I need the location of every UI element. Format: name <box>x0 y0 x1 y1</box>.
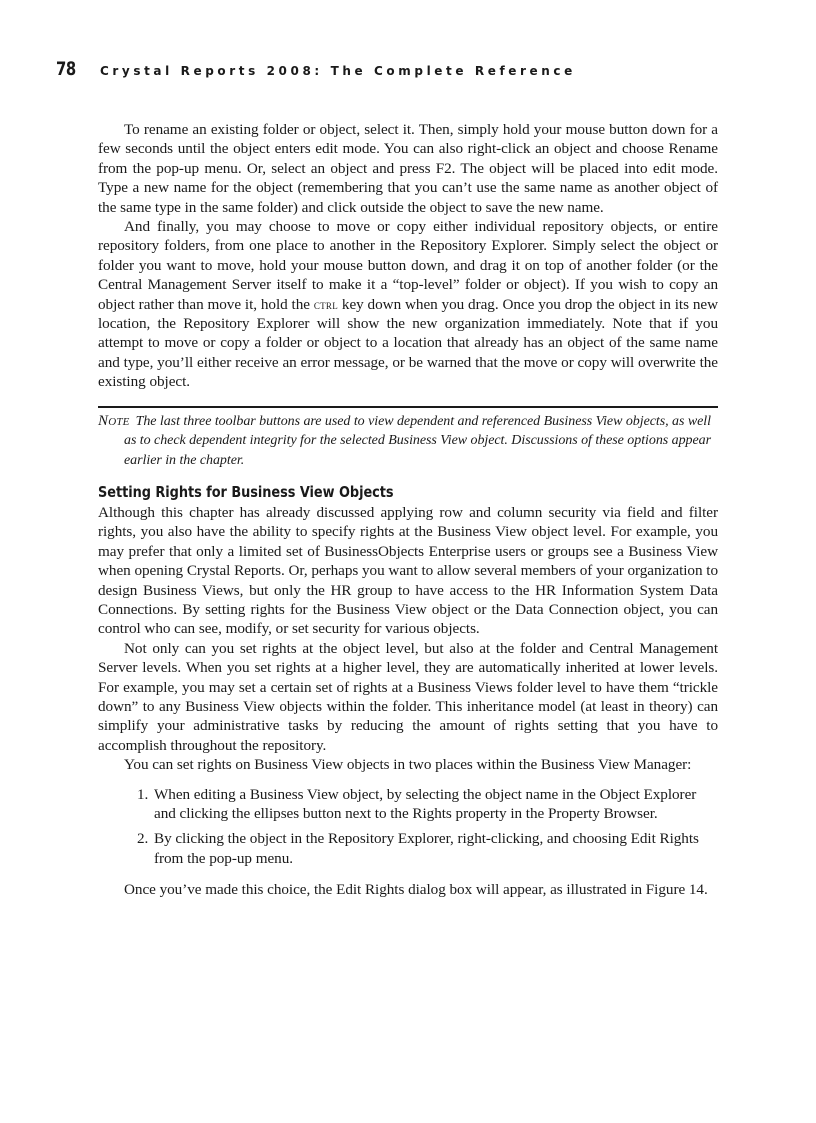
paragraph-rights-intro: Although this chapter has already discussed applying row and column security via field and filter rights, you also have the ability to specify rights at the Business View object level. For example, you may prefer that only a limited set of BusinessObjects Enterprise users or groups see a Business View when opening Crystal Reports. Or, perhaps you want to allow several members of your organization to design Business Views, but only the HR group to have access to the HR Information System Data Connections. By setting rights for the Business View object or the Data Connection object, you can control who can see, modify, or set security for various objects. <box>98 503 718 638</box>
paragraph-inheritance: Not only can you set rights at the object level, but also at the folder and Central Management Server levels. When you set rights at a higher level, they are automatically inherited at lower levels. For example, you may set a certain set of rights at a Business Views folder level to have them “trickle down” to any Business View objects within the folder. This inheritance model (at least in theory) can simplify your administrative tasks by reducing the amount of rights setting that you have to accomplish throughout the repository. <box>98 639 718 754</box>
ctrl-key: ctrl <box>313 296 339 312</box>
page-number: 78 <box>56 58 76 80</box>
page-body <box>98 120 718 900</box>
running-title: Crystal Reports 2008: The Complete Reference <box>100 64 576 78</box>
note-text: The last three toolbar buttons are used to view dependent and referenced Business View objects, as well as to check dependent integrity for the selected Business View object. Discussions of these options appear earlier in the chapter. <box>124 413 711 468</box>
note-label: Note <box>98 412 130 429</box>
section-heading: Setting Rights for Business View Objects <box>98 482 394 501</box>
paragraph-rename: To rename an existing folder or object, select it. Then, simply hold your mouse button down for a few seconds until the object enters edit mode. You can also right-click an object and choose Rename from the pop-up menu. Or, select an object and press F2. The object will be placed into edit mode. Type a new name for the object (remembering that you can’t use the same name as another object of the same type in the same folder) and click outside the object to save the new name. <box>98 121 718 216</box>
note-box <box>98 406 718 470</box>
list-item: 1. When editing a Business View object, by selecting the object name in the Object Explorer and clicking the ellipses button next to the Rights property in the Property Browser. <box>152 785 718 824</box>
paragraph-move-copy-part2: key down when you drag. Once you drop the object in its new location, the Repository Explorer will show the new organization immediately. Note that if you attempt to move or copy a folder or object to a location that already has an object of the same name and type, you’ll either receive an error message, or be warned that the move or copy will overwrite the existing object. <box>98 295 718 391</box>
paragraph-two-places: You can set rights on Business View objects in two places within the Business View Manager: <box>124 756 692 774</box>
running-header <box>56 58 756 82</box>
list-item: 2. By clicking the object in the Repository Explorer, right-clicking, and choosing Edit Rights from the pop-up menu. <box>152 829 718 868</box>
steps-list <box>98 785 718 869</box>
paragraph-move-copy <box>98 217 718 392</box>
paragraph-move-copy-part1: And finally, you may choose to move or copy either individual repository objects, or entire repository folders, from one place to another in the Repository Explorer. Simply select the object or folder you want to move, hold your mouse button down, and drag it on top of another folder (or the Central Management Server itself to make it a “top-level” folder or object). If you wish to copy an object rather than move it, hold the <box>98 218 718 313</box>
paragraph-edit-rights: Once you’ve made this choice, the Edit Rights dialog box will appear, as illustrated in Figure 14. <box>124 881 708 899</box>
